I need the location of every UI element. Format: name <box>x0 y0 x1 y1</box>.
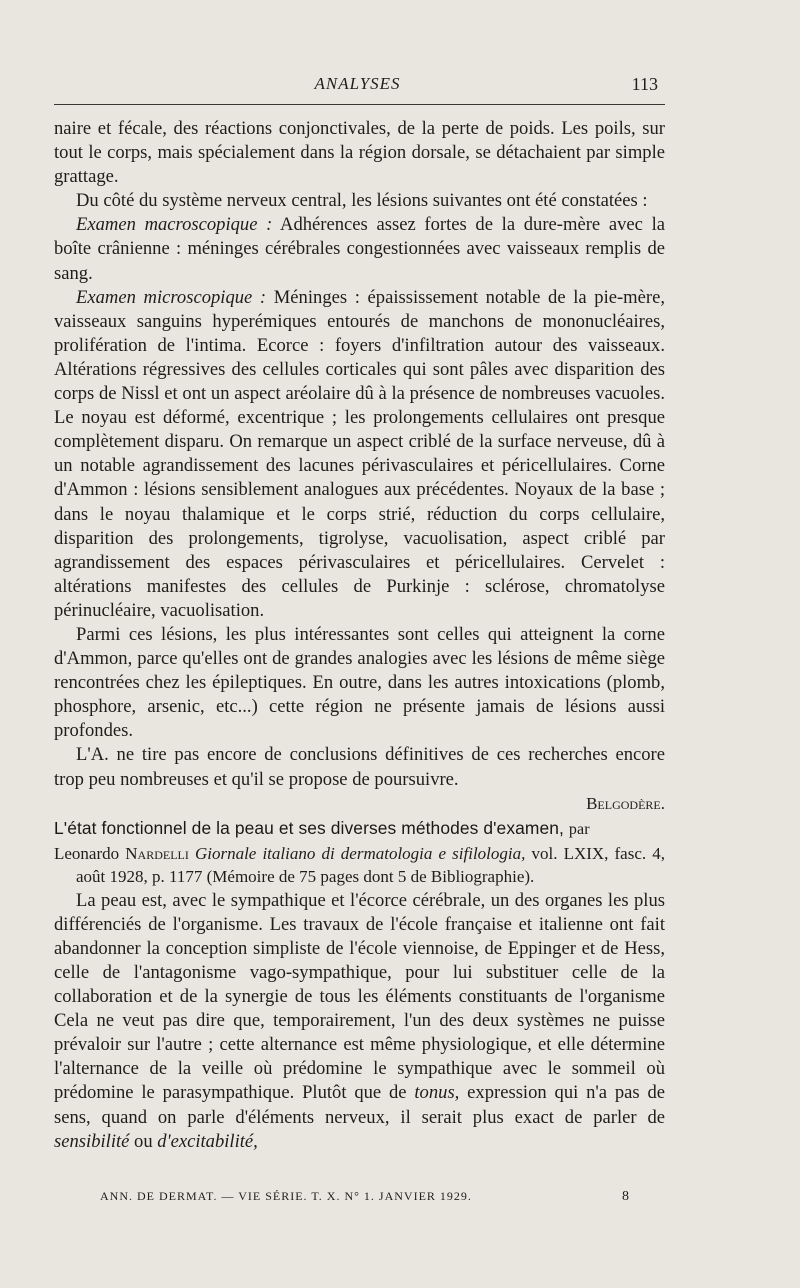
page-number: 113 <box>631 74 658 94</box>
article-title-par: par <box>568 820 590 838</box>
running-title: ANALYSES <box>314 74 401 93</box>
paragraph-system-nerveux: Du côté du système nerveux central, les lésions suivantes ont été constatées : <box>76 190 648 212</box>
peau-text-c: ou <box>129 1130 158 1152</box>
word-tonus: tonus, <box>414 1082 460 1104</box>
ref-author-first: Leonardo <box>54 843 126 863</box>
paragraph-conclusion: L'A. ne tire pas encore de conclusions définitives de ces recherches encore trop peu nombreuses et qu'il se propose de poursuivre. <box>54 744 665 790</box>
footer-signature-mark: 8 <box>622 1189 630 1204</box>
paragraph-microscopique <box>54 286 665 623</box>
label-macroscopique: Examen macroscopique : <box>76 214 273 236</box>
header-rule <box>54 104 665 105</box>
article-reference <box>54 842 665 889</box>
ref-author-last: Nardelli <box>125 843 189 863</box>
text-macroscopique: Adhérences assez fortes de la dure-mère avec la boîte crânienne : méninges cérébrales congestionnées avec vaisseaux remplis de sang. <box>54 214 665 284</box>
body-text <box>54 117 665 1154</box>
paragraph-continuation: naire et fécale, des réactions conjonctivales, de la perte de poids. Les poils, sur tout le corps, mais spécialement dans la région dorsale, se détachaient par simple grattage. <box>54 118 665 188</box>
ref-journal: Giornale italiano di dermatologia e sifilologia, <box>194 843 526 863</box>
signature: Belgodère. <box>586 793 665 813</box>
footer-citation: ANN. DE DERMAT. — VIE SÉRIE. T. X. N° 1. JANVIER 1929. <box>100 1189 472 1203</box>
word-sensibilite: sensibilité <box>54 1130 130 1152</box>
paragraph-macroscopique <box>54 213 665 285</box>
peau-text-b: expression qui n'a pas de sens, quand on parle d'éléments nerveux, il serait plus exact de parler de <box>54 1082 665 1128</box>
paragraph-peau <box>54 889 665 1154</box>
ref-details: vol. LXIX, fasc. 4, août 1928, p. 1177 (Mémoire de 75 pages dont 5 de Bibliographie). <box>76 843 665 887</box>
word-excitabilite: d'excitabilité, <box>157 1130 258 1152</box>
peau-text-a: La peau est, avec le sympathique et l'écorce cérébrale, un des organes les plus différenciés de l'organisme. Les travaux de l'école française et italienne ont fait abandonner la conception simpliste de l'école viennoise, de Eppinger et de Hess, celle de l'antagonisme vago-sympathique, pour lui substituer celle de la collaboration et de la synergie de tous les éléments constituants de l'organisme Cela ne veut pas dire que, temporairement, l'un des deux systèmes ne puisse prévaloir sur l'autre ; cette alternance est même physiologique, et elle détermine l'alternance de la veille où prédomine le sympathique avec le sommeil où prédomine le parasympathique. Plutôt que de <box>54 889 665 1104</box>
article-title-text: L'état fonctionnel de la peau et ses diverses méthodes d'examen, <box>54 817 564 838</box>
text-microscopique: Méninges : épaississement notable de la pie-mère, vaisseaux sanguins hyperémiques entourés de manchons de mononucléaires, prolifération de l'intima. Ecorce : foyers d'infiltration autour des vaisseaux. Altérations régressives des cellules corticales qui sont pâles avec disparition des corps de Nissl et ont un aspect aréolaire dû à la présence de nombreuses vacuoles. Le noyau est déformé, excentrique ; les prolongements cellulaires ont presque complètement disparu. On remarque un aspect criblé de la surface nerveuse, dû à un notable agrandissement des lacunes périvasculaires et péricellulaires. Corne d'Ammon : lésions sensiblement analogues aux précédentes. Noyaux de la base ; dans le noyau thalamique et le corps strié, réduction du corps cellulaire, disparition des prolongements, tigrolyse, vacuolisation, aspect criblé par agrandissement des espaces périvasculaires et péricellulaires. Cervelet : altérations manifestes des cellules de Purkinje : sclérose, chromatolyse périnucléaire, vacuolisation. <box>54 286 665 621</box>
article-title <box>54 816 665 842</box>
label-microscopique: Examen microscopique : <box>76 286 267 308</box>
running-head <box>0 74 800 98</box>
paragraph-corne-ammon: Parmi ces lésions, les plus intéressantes sont celles qui atteignent la corne d'Ammon, parce qu'elles ont de grandes analogies avec les lésions de même siège rencontrées chez les épileptiques. En outre, dans les autres intoxications (plomb, phosphore, arsenic, etc...) cette région ne présente jamais de lésions aussi profondes. <box>54 623 665 742</box>
